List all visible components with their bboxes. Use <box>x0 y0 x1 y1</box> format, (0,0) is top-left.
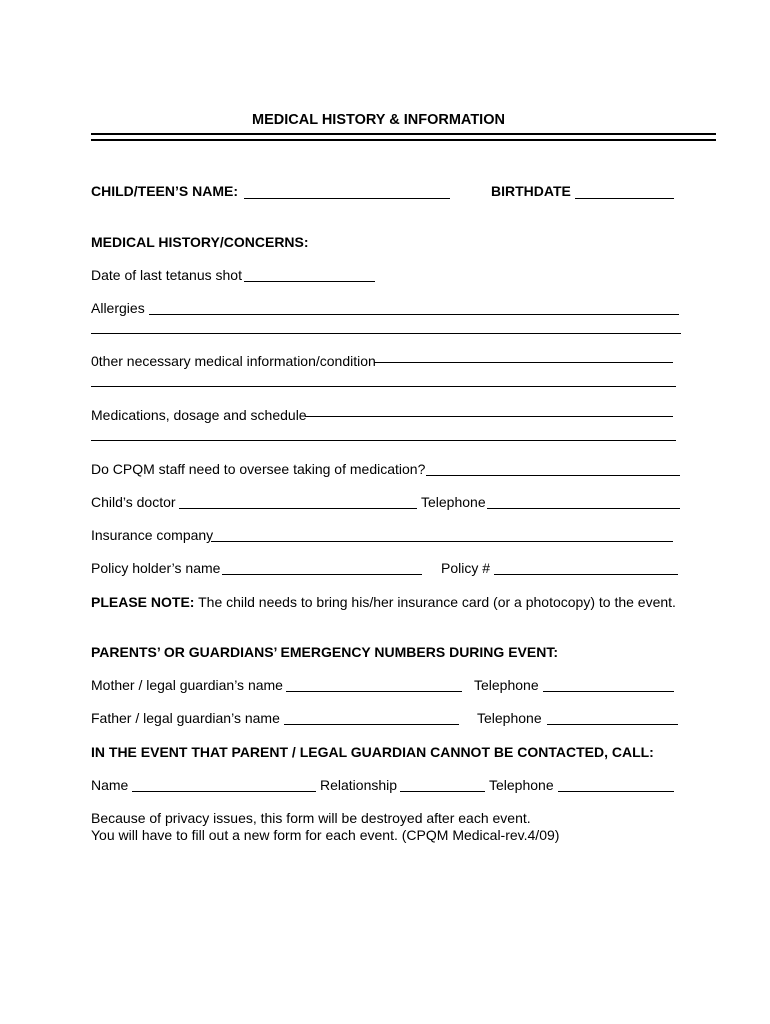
father-telephone-field[interactable] <box>547 724 678 725</box>
emergency-heading: PARENTS’ OR GUARDIANS’ EMERGENCY NUMBERS DURING EVENT: <box>91 644 558 660</box>
allergies-label: Allergies <box>91 300 145 316</box>
mother-label: Mother / legal guardian’s name <box>91 677 283 693</box>
policy-holder-field[interactable] <box>222 574 422 575</box>
father-field[interactable] <box>284 724 459 725</box>
privacy-note-line1: Because of privacy issues, this form will be destroyed after each event. <box>91 810 531 826</box>
history-heading: MEDICAL HISTORY/CONCERNS: <box>91 234 309 250</box>
please-note-bold: PLEASE NOTE: <box>91 594 195 610</box>
other-info-field-line2[interactable] <box>91 386 676 387</box>
doctor-telephone-label: Telephone <box>421 494 486 510</box>
medications-field[interactable] <box>305 416 673 417</box>
title-divider-top <box>91 133 716 135</box>
form-title: MEDICAL HISTORY & INFORMATION <box>252 112 505 128</box>
please-note-text: The child needs to bring his/her insurance card (or a photocopy) to the event. <box>198 594 676 610</box>
contact-name-field[interactable] <box>132 791 316 792</box>
policy-number-label: Policy # <box>441 560 491 576</box>
father-telephone-label: Telephone <box>477 710 542 726</box>
policy-holder-label: Policy holder’s name <box>91 560 221 576</box>
medications-field-line2[interactable] <box>91 440 676 441</box>
relationship-label: Relationship <box>320 777 398 793</box>
father-label: Father / legal guardian’s name <box>91 710 280 726</box>
allergies-field[interactable] <box>149 314 679 315</box>
oversee-label: Do CPQM staff need to oversee taking of medication? <box>91 461 426 477</box>
name-label: CHILD/TEEN’S NAME: <box>91 183 238 199</box>
please-note <box>91 594 676 610</box>
title-divider-bottom <box>91 139 716 141</box>
contact-name-label: Name <box>91 777 129 793</box>
cannot-contact-heading: IN THE EVENT THAT PARENT / LEGAL GUARDIAN CANNOT BE CONTACTED, CALL: <box>91 744 654 760</box>
contact-telephone-field[interactable] <box>558 791 674 792</box>
other-info-field[interactable] <box>374 362 673 363</box>
insurance-label: Insurance company <box>91 527 214 543</box>
doctor-field[interactable] <box>179 508 417 509</box>
tetanus-field[interactable] <box>244 281 375 282</box>
birthdate-label: BIRTHDATE <box>491 183 571 199</box>
mother-telephone-label: Telephone <box>474 677 539 693</box>
other-info-label: 0ther necessary medical information/condition <box>91 353 376 369</box>
contact-telephone-label: Telephone <box>489 777 554 793</box>
mother-field[interactable] <box>286 691 462 692</box>
medications-label: Medications, dosage and schedule <box>91 407 307 423</box>
tetanus-label: Date of last tetanus shot <box>91 267 242 283</box>
doctor-telephone-field[interactable] <box>487 508 680 509</box>
allergies-field-line2[interactable] <box>91 333 681 334</box>
name-field[interactable] <box>244 198 450 199</box>
birthdate-field[interactable] <box>575 198 674 199</box>
insurance-field[interactable] <box>211 541 673 542</box>
oversee-field[interactable] <box>426 475 680 476</box>
policy-number-field[interactable] <box>494 574 678 575</box>
mother-telephone-field[interactable] <box>543 691 674 692</box>
privacy-note-line2: You will have to fill out a new form for each event. (CPQM Medical-rev.4/09) <box>91 827 560 843</box>
doctor-label: Child’s doctor <box>91 494 176 510</box>
relationship-field[interactable] <box>400 791 485 792</box>
